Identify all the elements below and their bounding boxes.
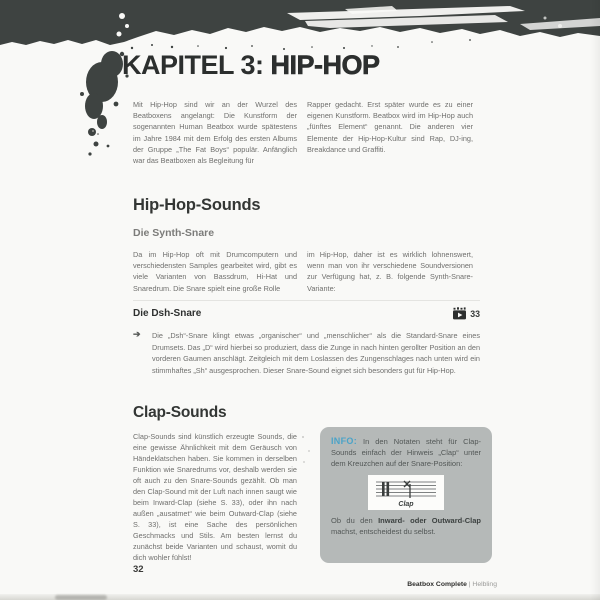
paper-speck (308, 450, 310, 452)
chapter-title-prefix: KAPITEL 3: (122, 50, 264, 80)
info-outro-bold: Inward- oder Outward-Clap (378, 516, 481, 525)
info-box-intro (331, 436, 481, 469)
info-outro-post: machst, entscheidest du selbst. (331, 527, 436, 536)
section-heading-hiphop-sounds: Hip-Hop-Sounds (133, 196, 261, 214)
page-bottom-smudge (55, 595, 107, 600)
dsh-snare-bullet-text: Die „Dsh“-Snare klingt etwas „organischer“ und „menschlicher“ als die Standard-Snare eines Drumsets. Das „D“ wird hierbei so produziert, dass die Zunge in nach hinten gerollter Position an den vorderen Gaumen anschlägt. Zeitgleich mit dem Loslassen des Zungenschlages nach unten wird ein stimmhaftes „Sh“ ausgesprochen. Dieser Snare-Sound eignet sich besonders gut für Hip-Hop. (152, 331, 480, 375)
paper-speck (92, 130, 94, 132)
paper-speck (97, 133, 99, 135)
chapter-title (122, 50, 380, 81)
audio-track-badge (452, 307, 480, 320)
intro-paragraph-right: Rapper gedacht. Erst später wurde es zu einer eigenen Kunstform. Beatbox wird im Hip-Hop auch „fünftes Element“ genannt. Die anderen vier Elemente der Hip-Hop-Kultur sind Rap, DJ-ing, Breakdance und Graffiti. (307, 100, 473, 154)
notation-caption: Clap (398, 501, 414, 508)
video-track-icon (452, 307, 467, 320)
track-number: 33 (470, 308, 480, 319)
info-label: INFO: (331, 436, 357, 446)
page-number: 32 (133, 564, 144, 575)
clap-sounds-column (133, 431, 297, 563)
synth-snare-column-left (133, 249, 297, 294)
info-intro-text: In den Notaten steht für Clap-Sounds einfach der Hinweis „Clap“ unter dem Kreuzchen auf der Snare-Position: (331, 437, 481, 468)
synth-snare-paragraph-left: Da im Hip-Hop oft mit Drumcomputern und verschiedensten Samples gearbeitet wird, gibt es viele Varianten von Bassdrum, Hi-Hat und Snaredrum. Die Snare spielt eine große Rolle (133, 250, 297, 293)
page-edge-shadow (590, 0, 600, 600)
section-heading-clap-sounds: Clap-Sounds (133, 404, 227, 421)
paper-speck (302, 436, 304, 438)
music-notation (368, 475, 444, 510)
intro-column-right (307, 99, 473, 155)
subheading-synth-snare: Die Synth-Snare (133, 227, 215, 239)
bullet-arrow-icon: ➔ (133, 329, 141, 339)
dsh-snare-heading-row (133, 300, 480, 320)
dsh-snare-bullet (152, 330, 480, 376)
chapter-title-emphasis: HIP-HOP (263, 50, 380, 80)
staff-notation-icon (374, 478, 438, 500)
synth-snare-column-right (307, 249, 473, 294)
footer (0, 581, 497, 588)
paper-speck (303, 461, 305, 463)
subheading-dsh-snare: Die Dsh-Snare (133, 308, 202, 319)
info-outro-pre: Ob du den (331, 516, 379, 525)
info-box (320, 427, 492, 563)
footer-publisher: | Helbling (468, 581, 497, 588)
synth-snare-paragraph-right: im Hip-Hop, daher ist es wirklich lohnenswert, wenn man von ihr verschiedene Soundversionen zur Verfügung hat, z. B. folgende Synth-Snare-Variante: (307, 250, 473, 293)
intro-paragraph-left: Mit Hip-Hop sind wir an der Wurzel des Beatboxens angelangt: Die Kunstform der sogenannten Human Beatbox wurde spätestens im Jahre 1984 mit dem Erfolg des ersten Albums der Gruppe „The Fat Boys“ populär. Anfänglich war das Beatboxen als Begleitung für (133, 100, 297, 166)
footer-book-title: Beatbox Complete (407, 581, 469, 588)
clap-sounds-paragraph: Clap-Sounds sind künstlich erzeugte Sounds, die eine gewisse Ähnlichkeit mit dem Geräusch von Händeklatschen haben. Sie kommen in derselben Funktion wie Snaredrums vor, deshalb werden sie oft auch zu den Snare-Sounds gezählt. Ob man den Clap-Sound mit der Luft nach innen saugt wie beim Inward-Clap (siehe S. 33), oder ihn nach außen „ausatmet“ wie beim Outward-Clap (siehe S. 33), ist eine Sache des persönlichen Geschmacks und Stils. Am besten lernst du zunächst beide Varianten und schaust, womit du dich wohler fühlst! (133, 432, 297, 562)
intro-column-left (133, 99, 297, 166)
info-box-outro (331, 515, 481, 537)
